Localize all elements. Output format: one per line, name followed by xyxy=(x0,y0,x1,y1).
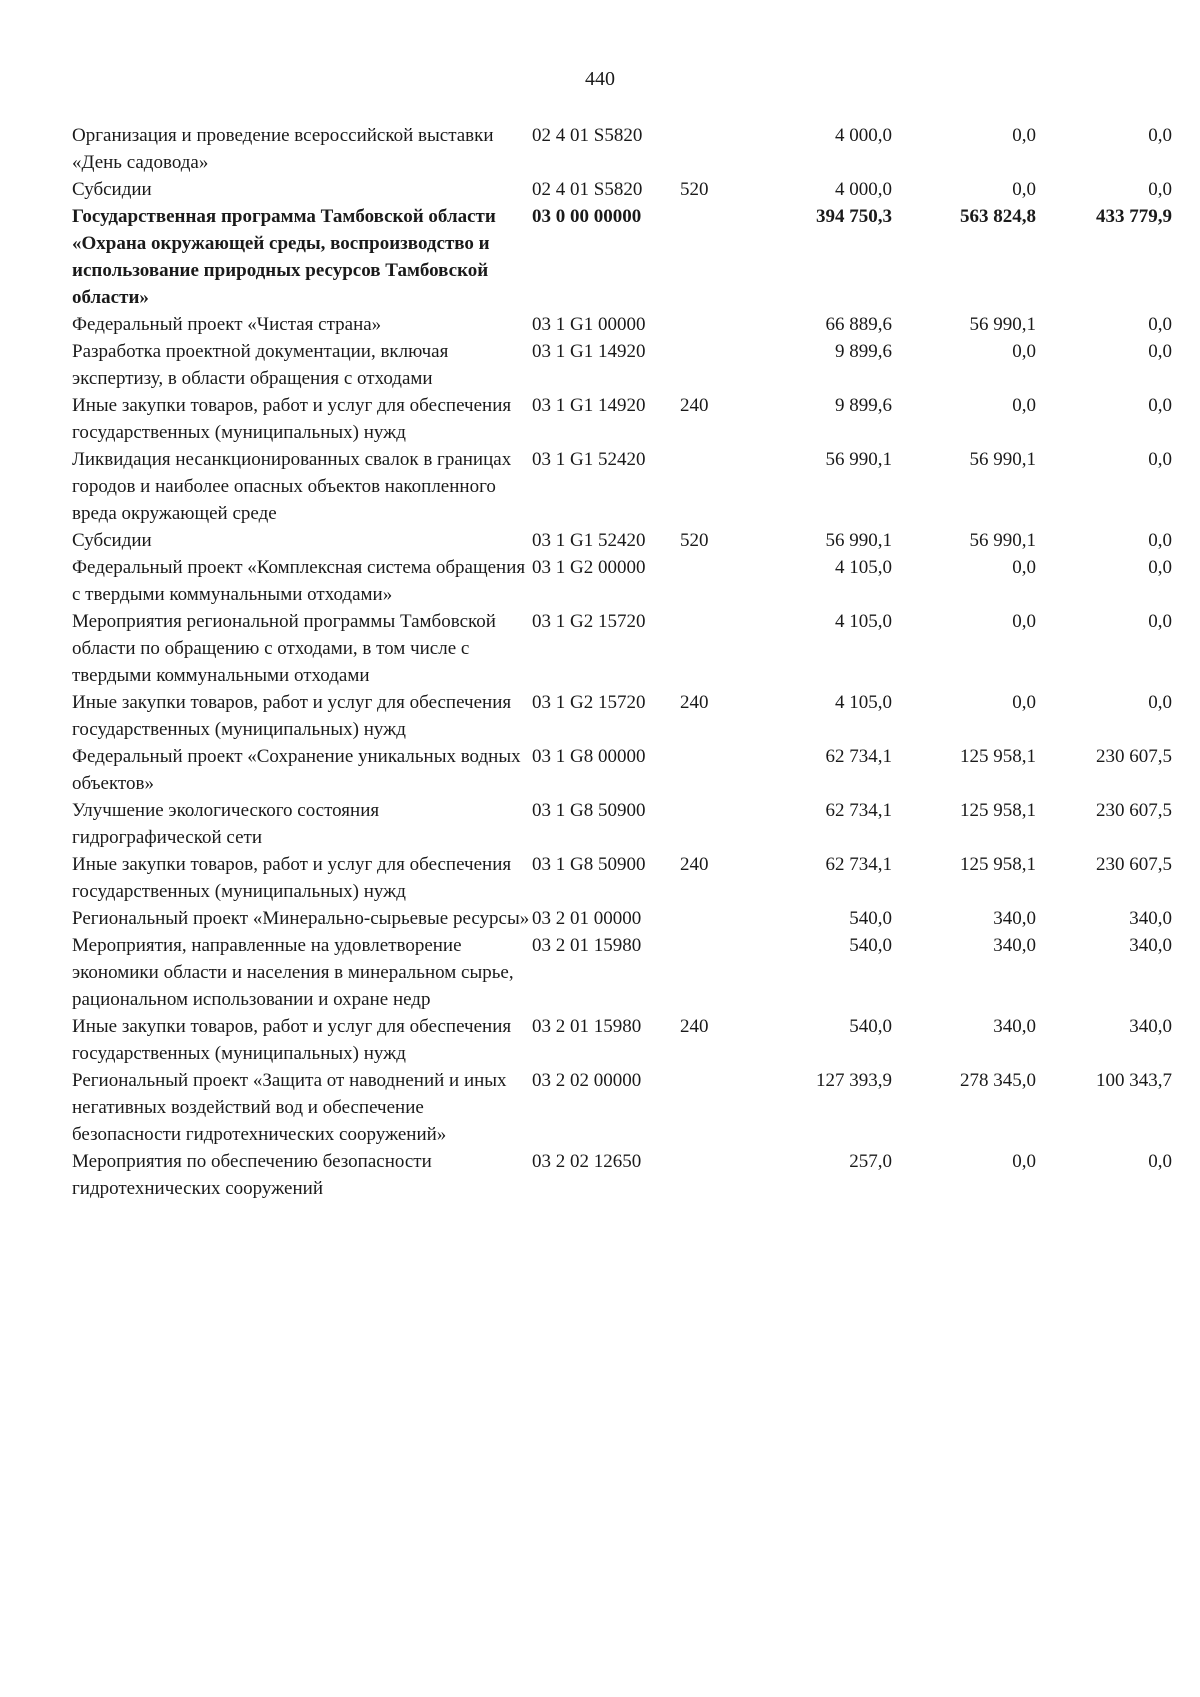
row-expense-kind xyxy=(680,338,740,392)
row-code: 03 2 01 15980 xyxy=(532,935,642,956)
row-name: Субсидии xyxy=(72,179,152,200)
row-expense-kind: 240 xyxy=(680,854,709,875)
row-value-3: 340,0 xyxy=(1129,935,1172,956)
row-value-1: 4 000,0 xyxy=(835,125,892,146)
row-expense-kind xyxy=(680,446,740,527)
row-name: Иные закупки товаров, работ и услуг для обеспечения государственных (муниципальных) нужд xyxy=(72,854,512,902)
row-value-1: 540,0 xyxy=(849,1016,892,1037)
row-name: Мероприятия, направленные на удовлетворение экономики области и населения в минеральном сырье, рациональном использовании и охране недр xyxy=(72,935,514,1010)
row-value-1: 4 000,0 xyxy=(835,179,892,200)
row-value-3: 230 607,5 xyxy=(1096,854,1172,875)
row-value-2: 340,0 xyxy=(993,935,1036,956)
row-value-3: 340,0 xyxy=(1129,908,1172,929)
row-value-3: 0,0 xyxy=(1148,530,1172,551)
row-name: Федеральный проект «Чистая страна» xyxy=(72,314,382,335)
budget-table xyxy=(72,122,1172,1202)
row-value-1: 257,0 xyxy=(849,1151,892,1172)
table-row xyxy=(72,392,1172,446)
row-name: Мероприятия региональной программы Тамбовской области по обращению с отходами, в том числе с твердыми коммунальными отходами xyxy=(72,611,496,686)
row-name: Субсидии xyxy=(72,530,152,551)
row-name: Иные закупки товаров, работ и услуг для обеспечения государственных (муниципальных) нужд xyxy=(72,692,512,740)
row-value-2: 125 958,1 xyxy=(960,746,1036,767)
row-code: 03 1 G2 15720 xyxy=(532,611,646,632)
row-code: 03 2 01 00000 xyxy=(532,908,642,929)
table-row xyxy=(72,851,1172,905)
table-row xyxy=(72,608,1172,689)
table-row xyxy=(72,1067,1172,1148)
row-name: Организация и проведение всероссийской выставки «День садовода» xyxy=(72,125,494,173)
row-expense-kind xyxy=(680,203,740,311)
table-row xyxy=(72,797,1172,851)
row-value-3: 0,0 xyxy=(1148,341,1172,362)
row-value-3: 340,0 xyxy=(1129,1016,1172,1037)
row-value-1: 127 393,9 xyxy=(816,1070,892,1091)
row-code: 03 1 G8 00000 xyxy=(532,746,646,767)
row-value-3: 0,0 xyxy=(1148,1151,1172,1172)
row-code: 03 1 G1 14920 xyxy=(532,395,646,416)
row-name: Мероприятия по обеспечению безопасности гидротехнических сооружений xyxy=(72,1151,432,1199)
row-code: 03 1 G1 52420 xyxy=(532,530,646,551)
row-code: 03 1 G1 14920 xyxy=(532,341,646,362)
page-number: 440 xyxy=(585,68,615,90)
table-row xyxy=(72,203,1172,311)
row-code: 03 1 G1 52420 xyxy=(532,449,646,470)
row-value-1: 62 734,1 xyxy=(825,746,892,767)
row-name: Иные закупки товаров, работ и услуг для обеспечения государственных (муниципальных) нужд xyxy=(72,395,512,443)
row-code: 03 2 01 15980 xyxy=(532,1016,642,1037)
row-expense-kind xyxy=(680,1067,740,1148)
row-expense-kind: 240 xyxy=(680,692,709,713)
row-value-2: 56 990,1 xyxy=(969,530,1036,551)
row-value-1: 62 734,1 xyxy=(825,800,892,821)
row-value-3: 0,0 xyxy=(1148,395,1172,416)
row-code: 02 4 01 S5820 xyxy=(532,179,643,200)
row-value-1: 56 990,1 xyxy=(825,530,892,551)
table-row xyxy=(72,905,1172,932)
row-value-2: 56 990,1 xyxy=(969,314,1036,335)
row-value-3: 0,0 xyxy=(1148,692,1172,713)
table-row xyxy=(72,554,1172,608)
row-value-2: 563 824,8 xyxy=(960,206,1036,227)
row-expense-kind xyxy=(680,743,740,797)
row-expense-kind xyxy=(680,905,740,932)
row-value-1: 394 750,3 xyxy=(816,206,892,227)
row-name: Разработка проектной документации, включая экспертизу, в области обращения с отходами xyxy=(72,341,449,389)
row-expense-kind xyxy=(680,122,740,176)
row-value-2: 278 345,0 xyxy=(960,1070,1036,1091)
row-code: 03 1 G8 50900 xyxy=(532,854,646,875)
row-code: 03 2 02 12650 xyxy=(532,1151,642,1172)
row-value-3: 433 779,9 xyxy=(1096,206,1172,227)
row-value-1: 4 105,0 xyxy=(835,557,892,578)
row-value-1: 62 734,1 xyxy=(825,854,892,875)
table-row xyxy=(72,338,1172,392)
row-expense-kind: 520 xyxy=(680,530,709,551)
table-row xyxy=(72,743,1172,797)
row-expense-kind xyxy=(680,554,740,608)
table-row xyxy=(72,527,1172,554)
row-expense-kind: 240 xyxy=(680,395,709,416)
row-value-1: 9 899,6 xyxy=(835,341,892,362)
row-code: 03 1 G8 50900 xyxy=(532,800,646,821)
row-value-2: 0,0 xyxy=(1012,125,1036,146)
row-expense-kind xyxy=(680,311,740,338)
row-code: 03 0 00 00000 xyxy=(532,206,642,227)
row-value-3: 0,0 xyxy=(1148,449,1172,470)
row-value-1: 540,0 xyxy=(849,935,892,956)
row-value-3: 0,0 xyxy=(1148,179,1172,200)
row-expense-kind xyxy=(680,932,740,1013)
row-name: Государственная программа Тамбовской области «Охрана окружающей среды, воспроизводство и использование природных ресурсов Тамбовской области» xyxy=(72,206,496,308)
row-value-1: 66 889,6 xyxy=(825,314,892,335)
row-name: Федеральный проект «Комплексная система обращения с твердыми коммунальными отходами» xyxy=(72,557,526,605)
budget-table-body xyxy=(72,122,1172,1202)
row-expense-kind xyxy=(680,797,740,851)
row-code: 03 1 G2 15720 xyxy=(532,692,646,713)
table-row xyxy=(72,122,1172,176)
row-expense-kind xyxy=(680,1148,740,1202)
row-value-1: 4 105,0 xyxy=(835,611,892,632)
row-value-2: 340,0 xyxy=(993,1016,1036,1037)
row-value-2: 56 990,1 xyxy=(969,449,1036,470)
row-value-2: 0,0 xyxy=(1012,341,1036,362)
row-code: 03 1 G1 00000 xyxy=(532,314,646,335)
row-value-1: 9 899,6 xyxy=(835,395,892,416)
table-row xyxy=(72,311,1172,338)
row-value-2: 0,0 xyxy=(1012,692,1036,713)
row-value-3: 0,0 xyxy=(1148,314,1172,335)
row-code: 03 2 02 00000 xyxy=(532,1070,642,1091)
row-name: Федеральный проект «Сохранение уникальных водных объектов» xyxy=(72,746,521,794)
row-value-1: 540,0 xyxy=(849,908,892,929)
row-value-2: 0,0 xyxy=(1012,179,1036,200)
row-code: 02 4 01 S5820 xyxy=(532,125,643,146)
row-value-2: 0,0 xyxy=(1012,557,1036,578)
row-value-2: 0,0 xyxy=(1012,611,1036,632)
row-expense-kind: 240 xyxy=(680,1016,709,1037)
row-value-3: 0,0 xyxy=(1148,125,1172,146)
row-name: Ликвидация несанкционированных свалок в границах городов и наиболее опасных объектов накопленного вреда окружающей среде xyxy=(72,449,512,524)
row-name: Региональный проект «Защита от наводнений и иных негативных воздействий вод и обеспечение безопасности гидротехнических сооружений» xyxy=(72,1070,507,1145)
row-value-2: 340,0 xyxy=(993,908,1036,929)
row-name: Иные закупки товаров, работ и услуг для обеспечения государственных (муниципальных) нужд xyxy=(72,1016,512,1064)
row-value-3: 0,0 xyxy=(1148,611,1172,632)
row-value-2: 125 958,1 xyxy=(960,854,1036,875)
table-row xyxy=(72,176,1172,203)
table-row xyxy=(72,446,1172,527)
row-value-2: 0,0 xyxy=(1012,395,1036,416)
row-value-2: 125 958,1 xyxy=(960,800,1036,821)
row-value-1: 4 105,0 xyxy=(835,692,892,713)
row-expense-kind xyxy=(680,608,740,689)
table-row xyxy=(72,932,1172,1013)
row-value-1: 56 990,1 xyxy=(825,449,892,470)
row-value-3: 0,0 xyxy=(1148,557,1172,578)
table-row xyxy=(72,689,1172,743)
row-expense-kind: 520 xyxy=(680,179,709,200)
table-row xyxy=(72,1148,1172,1202)
row-value-3: 100 343,7 xyxy=(1096,1070,1172,1091)
row-value-3: 230 607,5 xyxy=(1096,800,1172,821)
table-row xyxy=(72,1013,1172,1067)
row-value-2: 0,0 xyxy=(1012,1151,1036,1172)
row-code: 03 1 G2 00000 xyxy=(532,557,646,578)
row-value-3: 230 607,5 xyxy=(1096,746,1172,767)
row-name: Улучшение экологического состояния гидрографической сети xyxy=(72,800,380,848)
row-name: Региональный проект «Минерально-сырьевые ресурсы» xyxy=(72,908,530,929)
